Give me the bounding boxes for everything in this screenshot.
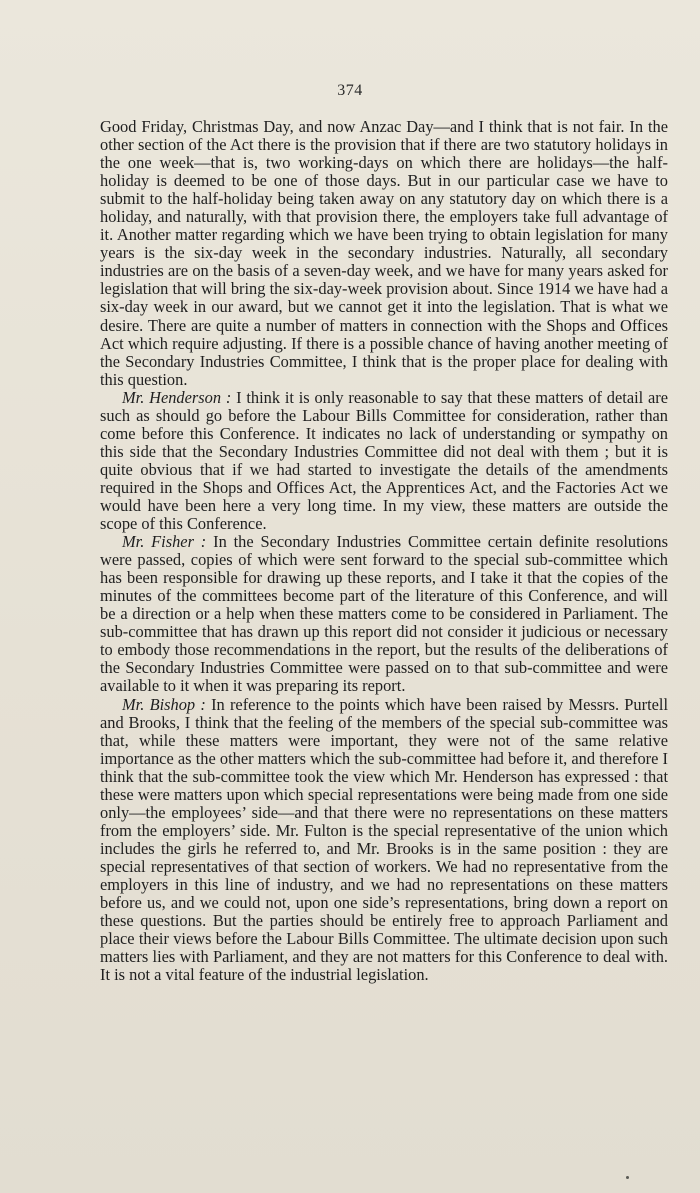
paragraph-text: I think it is only reasonable to say that these matters of detail are such as should go before the Labour Bills Committee for consideration, rather than come before this Conference. It indicates no lack of understanding or sympathy on this side that the Secondary Industries Committee did not deal with them ; but it is quite obvious that if we had started to investigate the details of the amendments required in the Shops and Offices Act, the Apprentices Act, and the Factories Act we would have been here a very long time. In my view, these matters are outside the scope of this Conference. [100,387,668,534]
speaker-name: Mr. Fisher : [122,532,207,552]
page-number: 374 [337,82,363,99]
paper-speck [626,1176,629,1179]
paragraph-text: In the Secondary Industries Committee certain definite resolutions were passed, copies of which were sent forward to the special sub-committee which has been responsible for drawing up these reports, and I take it that the copies of the minutes of the committees become part of the literature of this Conference, and will be a direction or a help when these matters come to be considered in Parliament. The sub-committee that has drawn up this report did not consider it judicious or necessary to embody those recommendations in the report, but the results of the deliberations of the Secondary Industries Committee were passed on to that sub-committee and were available to it when it was preparing its report. [100,532,668,696]
paragraph-fisher [100,533,668,695]
paragraph-text: Good Friday, Christmas Day, and now Anzac Day—and I think that is not fair. In the other section of the Act there is the provision that if there are two statutory holidays in the one week—that is, two working-days on which there are holidays—the half-holiday is deemed to be one of those days. But in our particular case we have to submit to the half-holiday being taken away on any statutory day on which there is a holiday, and naturally, with that provision there, the employers take full advantage of it. Another matter regarding which we have been trying to obtain legislation for many years is the six-day week in the secondary industries. Naturally, all secondary industries are on the basis of a seven-day week, and we have for many years asked for legislation that will bring the six-day-week provision about. Since 1914 we have had a six-day week in our award, but we cannot get it into the legislation. That is what we desire. There are quite a number of matters in connection with the Shops and Offices Act which require adjusting. If there is a possible chance of having another meeting of the Secondary Industries Committee, I think that is the proper place for dealing with this question. [100,117,668,389]
paragraph-bishop [100,696,668,985]
paragraph-text: In reference to the points which have been raised by Messrs. Purtell and Brooks, I think that the feeling of the members of the special sub-committee was that, while these matters were important, they were not of the same relative importance as the other matters which the sub-committee had before it, and therefore I think that the sub-committee took the view which Mr. Henderson has expressed : that these were matters upon which special representations were being made from one side only—the employees’ side—and that there were no representations on these matters from the employers’ side. Mr. Fulton is the special representative of the union which includes the girls he referred to, and Mr. Brooks is in the same position : they are special representatives of that section of workers. We had no representative from the employers in this line of industry, and we had no representations on these matters before us, and we could not, upon one side’s representations, bring down a report on these questions. But the parties should be entirely free to approach Parliament and place their views before the Labour Bills Committee. The ultimate decision upon such matters lies with Parliament, and they are not matters for this Conference to deal with. It is not a vital feature of the industrial legislation. [100,694,668,985]
speaker-name: Mr. Bishop : [122,694,206,714]
speaker-name: Mr. Henderson : [122,387,232,407]
paragraph-continued [100,118,668,389]
body-text [100,118,668,984]
paragraph-henderson [100,389,668,533]
